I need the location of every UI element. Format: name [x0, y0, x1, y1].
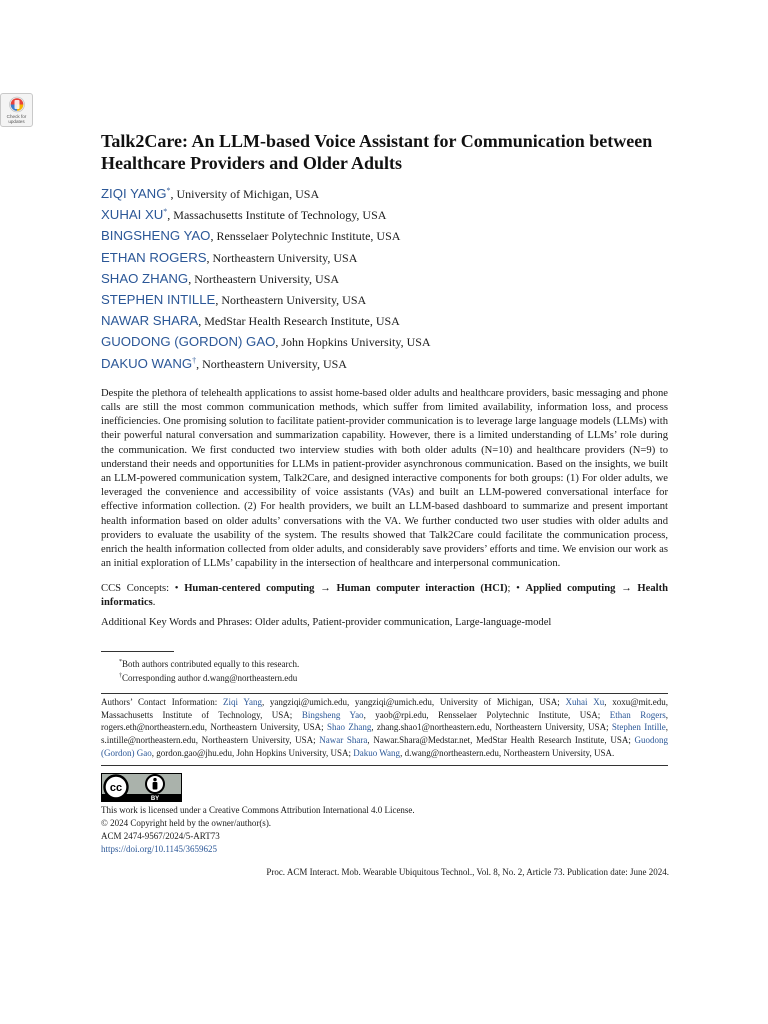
footnote-mark: † — [119, 673, 122, 680]
license-block — [101, 804, 668, 856]
author-affiliation: , Northeastern University, USA — [206, 250, 358, 265]
author-name[interactable]: BINGSHENG YAO — [101, 228, 211, 244]
ccs-concept: Human computer interaction (HCI) — [336, 583, 508, 595]
author-line — [101, 246, 668, 267]
paper-title: Talk2Care: An LLM-based Voice Assistant for Communication between Healthcare Providers and Older Adults — [101, 131, 653, 173]
author-line — [101, 309, 668, 330]
author-affiliation: , John Hopkins University, USA — [275, 335, 431, 350]
author-line — [101, 224, 668, 245]
footnote-mark: * — [119, 658, 122, 665]
abstract: Despite the plethora of telehealth applications to assist home-based older adults and healthcare providers, basic messaging and phone calls are still the most common communication methods, which suffer from limited availability, information loss, and process inefficiencies. One promising solution to facilitate patient-provider communication is to leverage large language models (LLMs) with their powerful natural conversation and summarization capability. However, there is a limited understanding of LLMs’ role during the communication. We first conducted two interview studies with both older adults (N=10) and healthcare providers (N=9) to understand their needs and opportunities for LLMs in patient-provider asynchronous communication. Based on the insights, we built an LLM-powered communication system, Talk2Care, and designed interactive components for both groups: (1) For older adults, we leveraged the convenience and accessibility of voice assistants (VAs) and built an LLM-powered conversational interface for effective information collection. (2) For health providers, we built an LLM-based dashboard to summarize and present important health information based on older adults’ conversations with the VA. We further conducted two user studies with older adults and providers to evaluate the usability of the system. The results showed that Talk2Care could facilitate the communication process, enrich the health information collected from older adults, and considerably save providers’ efforts and time. We envision our work as an initial exploration of LLMs’ capability in the intersection of healthcare and interpersonal communication. — [101, 387, 668, 570]
author-affiliation: , Massachusetts Institute of Technology, USA — [167, 208, 387, 223]
ccs-end: . — [152, 597, 156, 609]
author-link[interactable]: Bingsheng Yao — [301, 709, 364, 720]
contact-text: , yangziqi@umich.edu, yangziqi@umich.edu, University of Michigan, USA; — [261, 697, 566, 708]
doi-link[interactable]: https://doi.org/10.1145/3659625 — [101, 844, 218, 855]
contact-text: , d.wang@northeastern.edu, Northeastern University, USA. — [400, 747, 615, 758]
crossmark-icon — [9, 96, 25, 113]
contact-text: , xoxu@mit.edu, Massachusetts Institute of Technology, USA; — [101, 697, 668, 720]
keywords: Additional Key Words and Phrases: Older adults, Patient-provider communication, Large-language-model — [101, 617, 552, 629]
author-affiliation: , MedStar Health Research Institute, USA — [198, 314, 400, 329]
license-statement: This work is licensed under a Creative Commons Attribution International 4.0 License. — [101, 805, 415, 816]
author-affiliation: , Northeastern University, USA — [215, 293, 367, 308]
author-name[interactable]: NAWAR SHARA — [101, 313, 199, 329]
contact-text: , s.intille@northeastern.edu, Northeastern University, USA; — [101, 722, 668, 746]
author-name[interactable]: STEPHEN INTILLE — [101, 292, 216, 308]
author-line — [101, 288, 668, 309]
check-for-updates-label: Check for updates — [6, 114, 27, 124]
running-footer: Proc. ACM Interact. Mob. Wearable Ubiquitous Technol., Vol. 8, No. 2, Article 73. Publication date: June 2024. — [266, 867, 669, 877]
ccs-concept: Human-centered computing — [184, 583, 315, 595]
author-line — [101, 330, 668, 351]
author-mark: † — [192, 355, 197, 365]
ccs-arrow: → — [314, 583, 337, 595]
footnote-text: Corresponding author d.wang@northeastern.edu — [122, 673, 298, 684]
footnotes — [119, 656, 668, 686]
footnote — [119, 656, 668, 671]
author-link[interactable]: Dakuo Wang — [353, 747, 401, 758]
ccs-separator: ; • — [507, 583, 526, 595]
license-rule — [101, 765, 668, 766]
contact-text: Authors’ Contact Information: — [101, 697, 223, 708]
author-line — [101, 203, 668, 224]
author-name[interactable]: DAKUO WANG — [101, 355, 193, 371]
footnote-text: Both authors contributed equally to this research. — [122, 658, 300, 669]
acm-number: ACM 2474-9567/2024/5-ART73 — [101, 831, 220, 842]
author-link[interactable]: Stephen Intille — [611, 722, 666, 733]
author-name[interactable]: GUODONG (GORDON) GAO — [101, 334, 276, 350]
svg-text:cc: cc — [109, 782, 123, 795]
check-for-updates-badge[interactable] — [0, 93, 33, 127]
footnote — [119, 670, 668, 685]
author-mark: * — [166, 186, 171, 195]
contact-text: , Nawar.Shara@Medstar.net, MedStar Health Research Institute, USA; — [367, 735, 635, 746]
author-link[interactable]: Guodong (Gordon) Gao — [101, 735, 668, 758]
paper-first-page — [101, 130, 668, 856]
contact-text: , zhang.shao1@northeastern.edu, Northeastern University, USA; — [371, 722, 612, 733]
author-line — [101, 352, 668, 373]
author-list — [101, 182, 668, 373]
author-line — [101, 182, 668, 203]
author-link[interactable]: Shao Zhang — [327, 722, 372, 733]
author-link[interactable]: Ethan Rogers — [609, 709, 666, 720]
author-name[interactable]: SHAO ZHANG — [101, 270, 189, 286]
author-name[interactable]: ZIQI YANG — [101, 186, 167, 201]
author-line — [101, 267, 668, 288]
footnote-rule — [101, 651, 174, 652]
contact-rule — [101, 693, 668, 694]
author-affiliation: , University of Michigan, USA — [170, 187, 320, 201]
author-link[interactable]: Ziqi Yang — [222, 697, 262, 708]
author-affiliation: , Northeastern University, USA — [196, 356, 347, 371]
authors-contact-information — [101, 696, 668, 759]
ccs-concepts — [101, 582, 668, 610]
author-name[interactable]: ETHAN ROGERS — [101, 249, 207, 265]
author-name[interactable]: XUHAI XU — [101, 207, 164, 223]
cc-badge-label: BY — [150, 796, 160, 803]
author-mark: * — [163, 207, 168, 217]
ccs-prefix: CCS Concepts: • — [101, 583, 185, 595]
cc-by-license-badge[interactable] — [101, 773, 182, 802]
author-link[interactable]: Xuhai Xu — [565, 697, 605, 708]
copyright: © 2024 Copyright held by the owner/author(s). — [101, 818, 272, 829]
ccs-concept: Health informatics — [101, 583, 669, 609]
ccs-concept: Applied computing — [525, 583, 616, 595]
author-link[interactable]: Nawar Shara — [319, 735, 368, 746]
author-affiliation: , Rensselaer Polytechnic Institute, USA — [210, 229, 401, 244]
contact-text: , yaob@rpi.edu, Rensselaer Polytechnic Institute, USA; — [363, 709, 610, 720]
contact-text: , gordon.gao@jhu.edu, John Hopkins University, USA; — [151, 747, 354, 758]
author-affiliation: , Northeastern University, USA — [188, 271, 340, 286]
ccs-arrow: → — [615, 583, 638, 595]
contact-text: , rogers.eth@northeastern.edu, Northeastern University, USA; — [101, 709, 668, 733]
